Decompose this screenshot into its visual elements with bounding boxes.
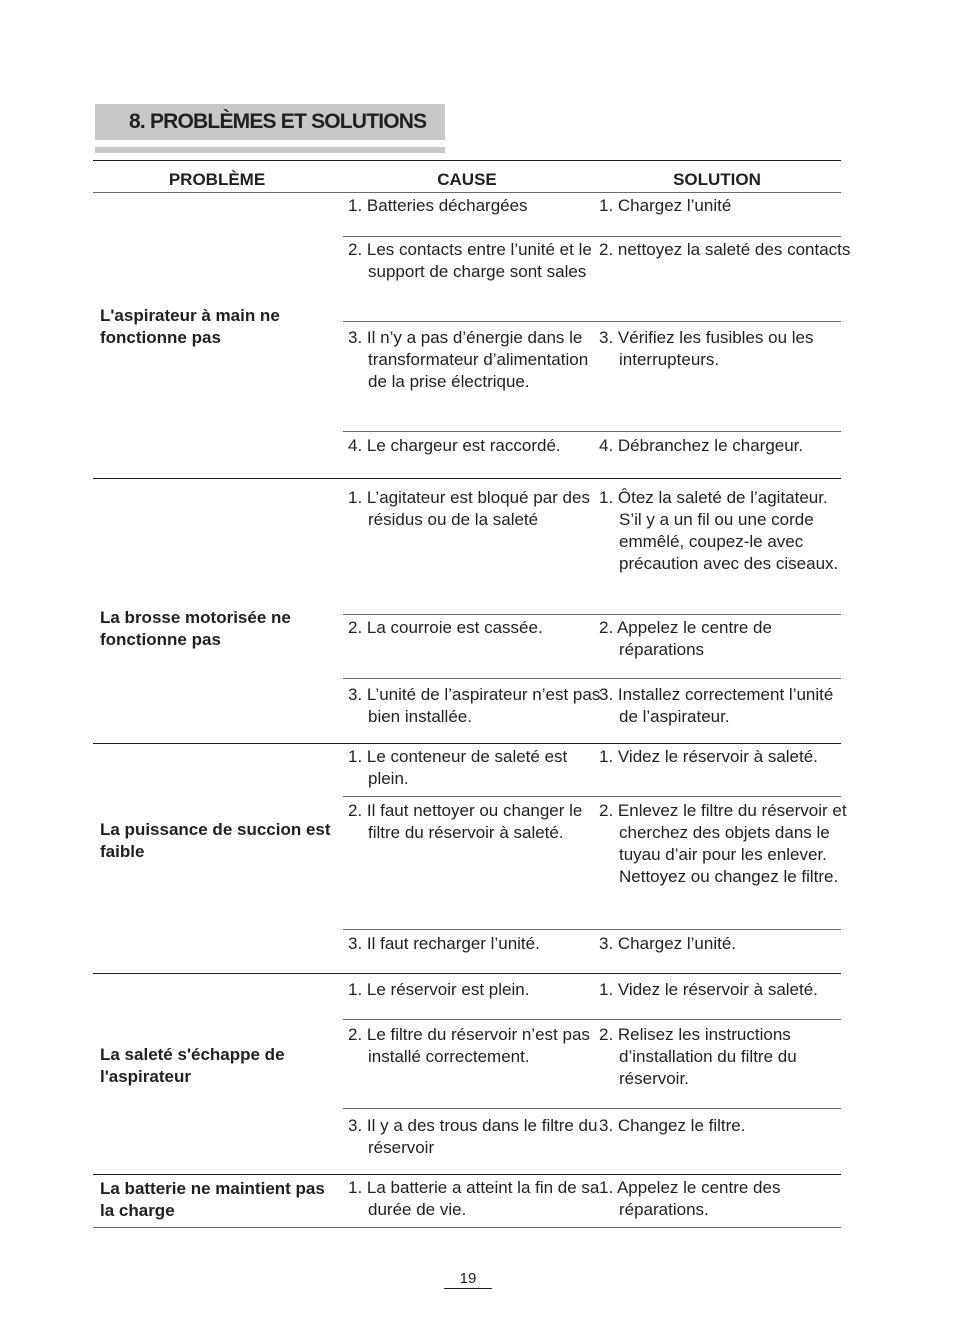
cause-cell: 2. Les contacts entre l’unité et le support de charge sont sales xyxy=(348,240,592,281)
problem-cell: La saleté s'échappe de l'aspirateur xyxy=(100,1045,285,1086)
row-divider xyxy=(343,1108,841,1109)
solution-cell: 3. Chargez l’unité. xyxy=(599,934,737,953)
cause-cell: 1. Le conteneur de saleté est plein. xyxy=(348,747,568,788)
cause-cell: 4. Le chargeur est raccordé. xyxy=(348,436,561,455)
solution-cell: 2. Relisez les instructions d’installation du filtre du réservoir. xyxy=(599,1025,797,1088)
solution-cell: 1. Videz le réservoir à saleté. xyxy=(599,747,818,766)
cause-cell: 3. Il n’y a pas d’énergie dans le transformateur d’alimentation de la prise électrique. xyxy=(348,328,589,391)
table-bottom-rule xyxy=(93,1227,841,1228)
cause-cell: 1. Le réservoir est plein. xyxy=(348,980,530,999)
problem-cell: La brosse motorisée ne fonctionne pas xyxy=(100,608,291,649)
solution-cell: 2. nettoyez la saleté des contacts xyxy=(599,240,851,259)
group-divider xyxy=(93,478,841,479)
group-divider xyxy=(93,743,841,744)
solution-cell: 3. Vérifiez les fusibles ou les interrupteurs. xyxy=(599,328,814,369)
row-divider xyxy=(343,431,841,432)
section-header xyxy=(95,104,445,140)
solution-cell: 1. Chargez l’unité xyxy=(599,196,732,215)
cause-cell: 2. La courroie est cassée. xyxy=(348,618,543,637)
cause-cell: 3. Il y a des trous dans le filtre du réservoir xyxy=(348,1116,598,1157)
cause-cell: 1. L’agitateur est bloqué par des résidus ou de la saleté xyxy=(348,488,590,529)
solution-cell: 2. Enlevez le filtre du réservoir et cherchez des objets dans le tuyau d’air pour les enlever. Nettoyez ou changez le filtre. xyxy=(599,801,847,886)
problem-cell: L'aspirateur à main ne fonctionne pas xyxy=(100,306,280,347)
cause-cell: 1. La batterie a atteint la fin de sa durée de vie. xyxy=(348,1178,600,1219)
solution-cell: 4. Débranchez le chargeur. xyxy=(599,436,804,455)
solution-cell: 3. Changez le filtre. xyxy=(599,1116,746,1135)
problem-cell: La batterie ne maintient pas la charge xyxy=(100,1179,325,1220)
column-header-problem: PROBLÈME xyxy=(168,170,266,189)
row-divider xyxy=(343,678,841,679)
solution-cell: 1. Appelez le centre des réparations. xyxy=(599,1178,781,1219)
page-number: 19 xyxy=(459,1270,477,1287)
problem-cell: La puissance de succion est faible xyxy=(100,820,331,861)
table-header-rule xyxy=(93,192,841,193)
column-header-solution: SOLUTION xyxy=(673,170,761,189)
table-top-rule xyxy=(93,160,841,161)
page-number-underline xyxy=(444,1288,492,1289)
section-title: 8. PROBLÈMES ET SOLUTIONS xyxy=(129,110,427,133)
column-header-cause: CAUSE xyxy=(437,170,497,189)
cause-cell: 3. L’unité de l’aspirateur n’est pas bien installée. xyxy=(348,685,601,726)
cause-cell: 2. Le filtre du réservoir n’est pas installé correctement. xyxy=(348,1025,590,1066)
solution-cell: 1. Videz le réservoir à saleté. xyxy=(599,980,818,999)
cause-cell: 1. Batteries déchargées xyxy=(348,196,528,215)
row-divider xyxy=(343,796,841,797)
row-divider xyxy=(343,614,841,615)
row-divider xyxy=(343,236,841,237)
group-divider xyxy=(93,1174,841,1175)
row-divider xyxy=(343,1019,841,1020)
header-underline xyxy=(95,147,445,153)
solution-cell: 2. Appelez le centre de réparations xyxy=(599,618,772,659)
group-divider xyxy=(93,973,841,974)
row-divider xyxy=(343,321,841,322)
row-divider xyxy=(343,929,841,930)
solution-cell: 3. Installez correctement l’unité de l’aspirateur. xyxy=(599,685,834,726)
cause-cell: 2. Il faut nettoyer ou changer le filtre du réservoir à saleté. xyxy=(348,801,583,842)
solution-cell: 1. Ôtez la saleté de l’agitateur. S’il y a un fil ou une corde emmêlé, coupez-le avec précaution avec des ciseaux. xyxy=(599,488,839,573)
cause-cell: 3. Il faut recharger l’unité. xyxy=(348,934,540,953)
